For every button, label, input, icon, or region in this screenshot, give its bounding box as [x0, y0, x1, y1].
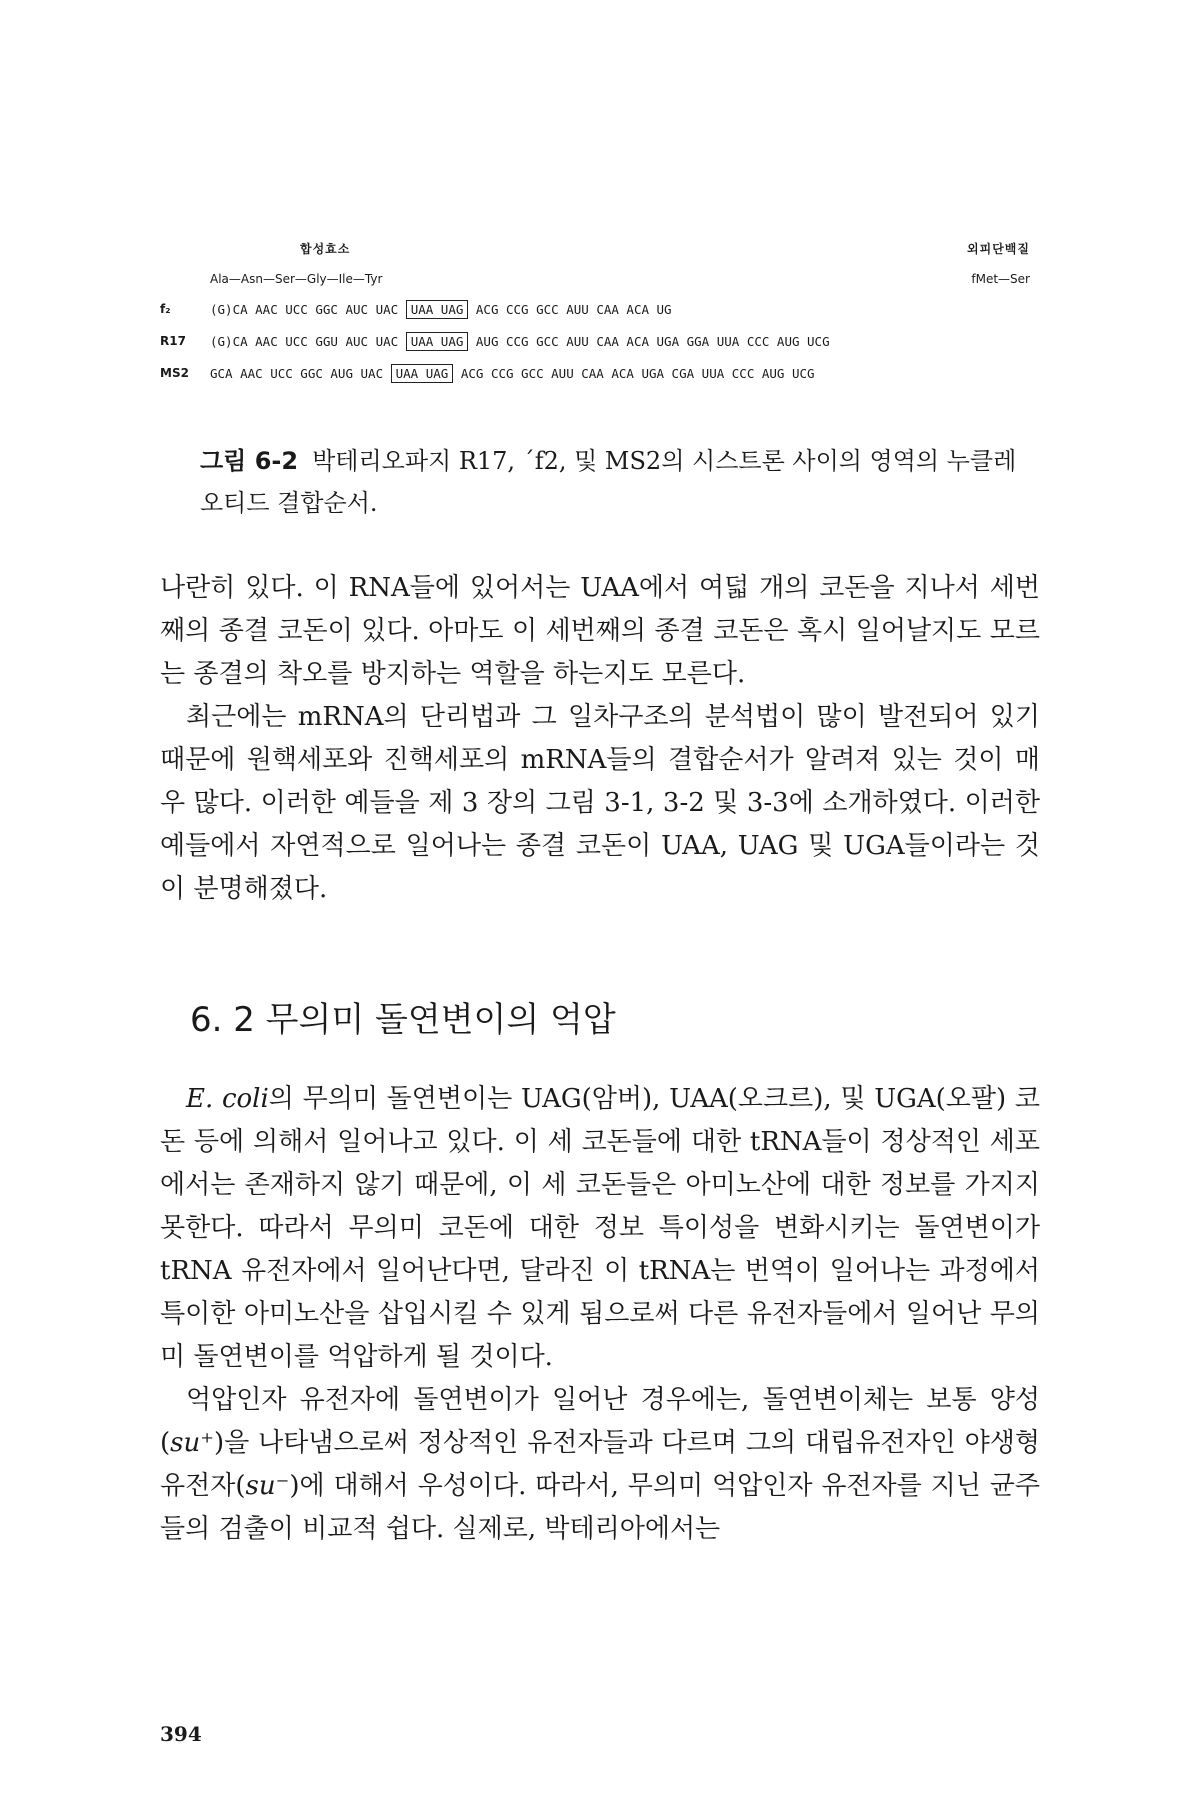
figure-header: [160, 240, 1040, 296]
body-block-bottom: [160, 1078, 1040, 1551]
body-block-top: [160, 567, 1040, 911]
sequence-prefix: GCA AAC UCC GGC AUG UAC: [210, 366, 384, 381]
paragraph-4-part-b: )을 나타냄으로써 정상적인 유전자들과 다르며 그의 대립유전자인 야생형 유전자(: [160, 1428, 1040, 1501]
figure-caption-text: 박테리오파지 R17, ˊf2, 및 MS2의 시스트론 사이의 영역의 누클레오티드 결합순서.: [200, 447, 1017, 517]
sequence-prefix: (G)CA AAC UCC GGU AUC UAC: [210, 334, 399, 349]
sequence-row-f2: [160, 296, 1040, 328]
page-number: 394: [160, 1722, 202, 1746]
paragraph-4: [160, 1379, 1040, 1551]
sequence-row-r17: [160, 328, 1040, 360]
sequence-text: [210, 334, 830, 349]
paragraph-2: 최근에는 mRNA의 단리법과 그 일차구조의 분석법이 많이 발전되어 있기 때문에 원핵세포와 진핵세포의 mRNA들의 결합순서가 알려져 있는 것이 매우 많다. 이러한 예들을 제 3 장의 그림 3-1, 3-2 및 3-3에 소개하였다. 이러한 예들에서 자연적으로 일어나는 종결 코돈이 UAA, UAG 및 UGA들이라는 것이 분명해졌다.: [160, 702, 1040, 904]
sequence-suffix: ACG CCG GCC AUU CAA ACA UG: [475, 302, 672, 317]
coat-protein-peptide: fMet—Ser: [971, 272, 1030, 286]
coat-protein-label: 외피단백질: [967, 242, 1030, 256]
su-minus: su⁻: [245, 1471, 290, 1501]
synthetase-label: 합성효소: [300, 242, 351, 256]
sequence-row-ms2: [160, 360, 1040, 392]
paragraph-3: [160, 1078, 1040, 1379]
paragraph-1: 나란히 있다. 이 RNA들에 있어서는 UAA에서 여덟 개의 코돈을 지나서 세번째의 종결 코돈이 있다. 아마도 이 세번째의 종결 코돈은 혹시 일어날지도 모르는 종결의 착오를 방지하는 역할을 하는지도 모른다.: [160, 573, 1040, 689]
paragraph-3-text: 의 무의미 돌연변이는 UAG(암버), UAA(오크르), 및 UGA(오팔) 코돈 등에 의해서 일어나고 있다. 이 세 코돈들에 대한 tRNA들이 정상적인 세포에서는 존재하지 않기 때문에, 이 세 코돈들은 아미노산에 대한 정보를 가지지 못한다. 따라서 무의미 코돈에 대한 정보 특이성을 변화시키는 돌연변이가 tRNA 유전자에서 일어난다면, 달라진 이 tRNA는 번역이 일어나는 과정에서 특이한 아미노산을 삽입시킬 수 있게 됨으로써 다른 유전자들에서 일어난 무의미 돌연변이를 억압하게 될 것이다.: [160, 1084, 1040, 1372]
sequence-name: f₂: [160, 302, 171, 316]
ecoli-italic: E. coli: [186, 1084, 269, 1114]
stop-codon-box: UAA UAG: [406, 332, 469, 351]
sequence-text: [210, 302, 672, 317]
stop-codon-box: UAA UAG: [406, 300, 469, 319]
sequence-suffix: AUG CCG GCC AUU CAA ACA UGA GGA UUA CCC AUG UCG: [475, 334, 830, 349]
figure-number: 그림 6-2: [200, 447, 299, 475]
figure-caption: [200, 440, 1030, 524]
stop-codon-box: UAA UAG: [391, 364, 454, 383]
sequence-suffix: ACG CCG GCC AUU CAA ACA UGA CGA UUA CCC AUG UCG: [460, 366, 815, 381]
section-title: 6. 2 무의미 돌연변이의 억압: [190, 1000, 616, 1040]
sequence-figure: [160, 240, 1040, 392]
sequence-prefix: (G)CA AAC UCC GGC AUC UAC: [210, 302, 399, 317]
sequence-text: [210, 366, 815, 381]
sequence-name: R17: [160, 334, 186, 348]
synthetase-peptide: Ala—Asn—Ser—Gly—Ile—Tyr: [210, 272, 383, 286]
paragraph-4-part-a: 억압인자 유전자에 돌연변이가 일어난 경우에는, 돌연변이체는 보통 양성 (: [160, 1385, 1040, 1458]
su-plus: su⁺: [170, 1428, 214, 1458]
paragraph-4-part-c: )에 대해서 우성이다. 따라서, 무의미 억압인자 유전자를 지닌 균주들의 검출이 비교적 쉽다. 실제로, 박테리아에서는: [160, 1471, 1040, 1544]
sequence-name: MS2: [160, 366, 189, 380]
